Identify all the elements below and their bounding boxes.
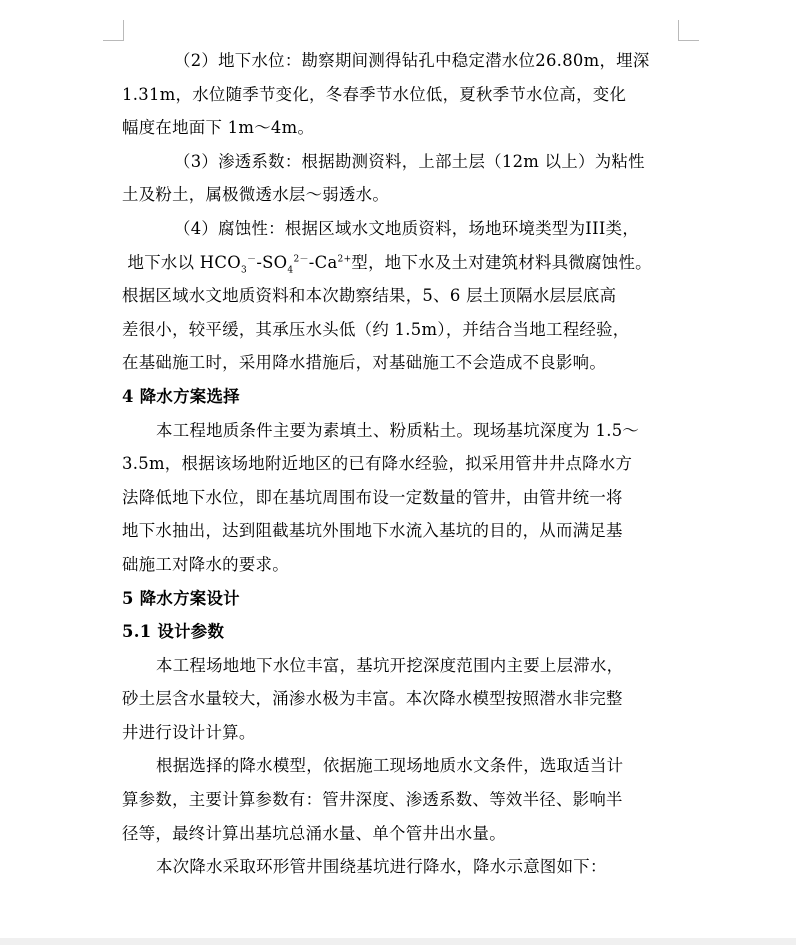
heading-section-4: 4 降水方案选择 xyxy=(122,386,240,406)
para-design2-line2: 算参数，主要计算参数有：管井深度、渗透系数、等效半径、影响半 xyxy=(122,790,623,810)
para-design2-line3: 径等，最终计算出基坑总涌水量、单个管井出水量。 xyxy=(122,823,506,843)
para-design2-line1: 根据选择的降水模型，依据施工现场地质水文条件，选取适当计 xyxy=(156,756,624,776)
para-corrosion-formula-line xyxy=(122,246,682,280)
para-design3: 本次降水采取环形管井围绕基坑进行降水，降水示意图如下： xyxy=(156,857,607,877)
para-section4-line1: 本工程地质条件主要为素填土、粉质粘土。现场基坑深度为 1.5～ xyxy=(156,420,640,440)
formula-mid: -SO xyxy=(256,252,288,272)
formula-prefix: 地下水以 HCO xyxy=(127,252,241,272)
para-permeability-line2: 土及粉土，属极微透水层～弱透水。 xyxy=(122,185,390,205)
formula-sub2: 4 xyxy=(287,264,294,275)
formula-mid2: -Ca xyxy=(308,252,338,272)
para-permeability-line1: （3）渗透系数：根据勘测资料，上部土层（12m 以上）为粘性 xyxy=(174,151,645,171)
para-design1-line2: 砂土层含水量较大，涌渗水极为丰富。本次降水模型按照潜水非完整 xyxy=(122,689,623,709)
formula-sup1: － xyxy=(247,254,257,265)
para-section4-line4: 地下水抽出，达到阻截基坑外围地下水流入基坑的目的，从而满足基 xyxy=(122,521,623,541)
formula-suffix: 型，地下水及土对建筑材料具微腐蚀性。 xyxy=(351,252,652,272)
para-design1-line1: 本工程场地地下水位丰富，基坑开挖深度范围内主要上层滞水， xyxy=(156,655,624,675)
para-corrosion-rest-1: 根据区域水文地质资料和本次勘察结果，5、6 层土顶隔水层层底高 xyxy=(122,286,617,306)
para-section4-line2: 3.5m，根据该场地附近地区的已有降水经验，拟采用管井井点降水方 xyxy=(122,454,633,474)
para-groundwater-line2: 1.31m，水位随季节变化，冬春季节水位低，夏秋季节水位高，变化 xyxy=(122,84,627,104)
para-section4-line3: 法降低地下水位，即在基坑周围布设一定数量的管井，由管井统一将 xyxy=(122,487,623,507)
para-design1-line3: 井进行设计计算。 xyxy=(122,722,256,742)
para-section4-line5: 础施工对降水的要求。 xyxy=(122,554,289,574)
formula-sup3: 2+ xyxy=(337,254,352,265)
formula-sub1: 3 xyxy=(240,264,247,275)
document-body xyxy=(122,44,682,884)
para-corrosion-rest-2: 差很小，较平缓，其承压水头低（约 1.5m），并结合当地工程经验， xyxy=(122,319,630,339)
margin-mark-top-left xyxy=(103,20,124,41)
para-groundwater-line1: （2）地下水位：勘察期间测得钻孔中稳定潜水位26.80m，埋深 xyxy=(174,51,650,70)
heading-section-5-1: 5.1 设计参数 xyxy=(122,622,225,642)
para-corrosion-rest-3: 在基础施工时，采用降水措施后，对基础施工不会造成不良影响。 xyxy=(122,353,607,373)
para-corrosion-line1: （4）腐蚀性：根据区域水文地质资料，场地环境类型为III类， xyxy=(174,218,640,238)
formula-sup2: 2－ xyxy=(293,254,309,265)
heading-section-5: 5 降水方案设计 xyxy=(122,588,240,608)
margin-mark-top-right xyxy=(678,20,699,41)
para-groundwater-line3: 幅度在地面下 1m～4m。 xyxy=(122,118,315,138)
page-bottom-edge xyxy=(0,938,796,945)
